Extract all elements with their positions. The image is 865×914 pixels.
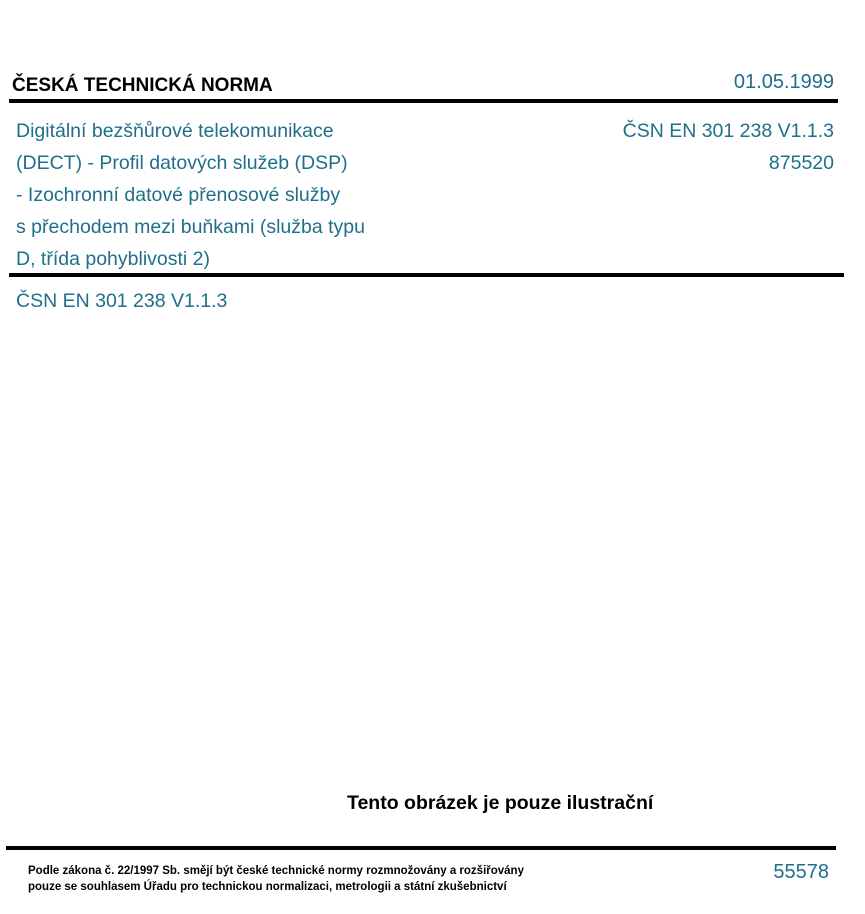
bottom-divider	[6, 846, 836, 850]
top-divider	[9, 99, 838, 103]
legal-line: pouze se souhlasem Úřadu pro technickou normalizaci, metrologii a státní zkušebnictví	[28, 881, 507, 893]
title-line: s přechodem mezi buňkami (služba typu	[16, 216, 365, 238]
title-line: - Izochronní datové přenosové služby	[16, 184, 341, 206]
illustrative-note: Tento obrázek je pouze ilustrační	[347, 792, 654, 814]
legal-notice	[28, 863, 524, 895]
title-line: Digitální bezšňůrové telekomunikace	[16, 120, 334, 142]
middle-divider	[9, 273, 844, 277]
title-line: D, třída pohyblivosti 2)	[16, 248, 211, 270]
standard-codes	[623, 115, 834, 179]
document-number: 55578	[773, 861, 829, 883]
norm-label: ČESKÁ TECHNICKÁ NORMA	[12, 75, 273, 96]
issue-date: 01.05.1999	[733, 71, 834, 93]
classification-code: 875520	[768, 152, 834, 174]
legal-line: Podle zákona č. 22/1997 Sb. smějí být české technické normy rozmnožovány a rozšiřovány	[28, 865, 524, 877]
standard-designation: ČSN EN 301 238 V1.1.3	[16, 290, 228, 312]
standard-title	[16, 115, 446, 275]
standard-code: ČSN EN 301 238 V1.1.3	[622, 120, 834, 142]
title-line: (DECT) - Profil datových služeb (DSP)	[16, 152, 348, 174]
